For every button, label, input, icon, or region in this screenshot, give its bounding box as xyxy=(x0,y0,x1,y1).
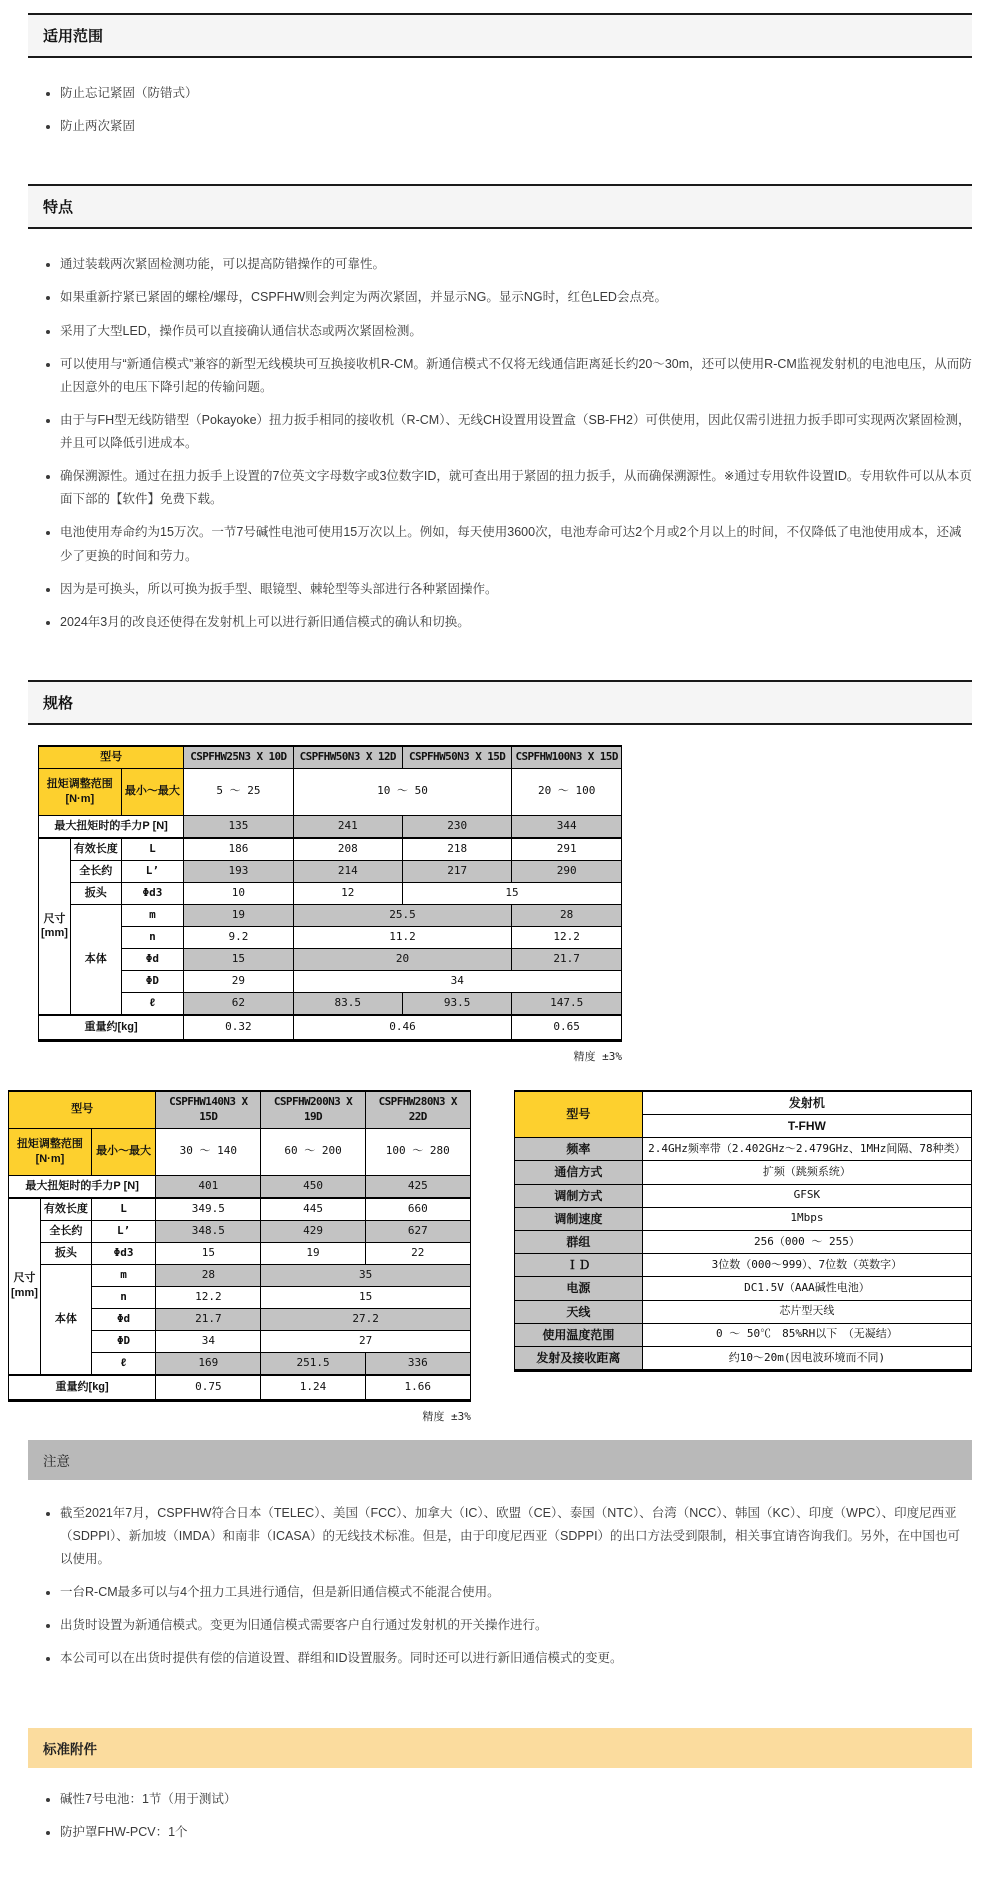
cell-value: 344 xyxy=(512,815,622,838)
cell-value: 12.2 xyxy=(512,926,622,948)
model-name-cell: CSPFHW50N3 X 12D xyxy=(293,746,402,769)
cell-value: 35 xyxy=(261,1264,471,1286)
accuracy-note: 精度 ±3% xyxy=(573,1049,622,1063)
cell-value: 0.46 xyxy=(293,1015,512,1041)
cell-symbol: n xyxy=(121,926,184,948)
table-row xyxy=(9,1128,471,1175)
dimensions-label-line2: [mm] xyxy=(11,1287,38,1300)
cell-value: 214 xyxy=(293,860,402,882)
cell-label: 有效长度 xyxy=(40,1198,91,1221)
torque-range-label xyxy=(39,768,122,815)
cell-value: 147.5 xyxy=(512,992,622,1015)
cell-value: 扩频（跳频系统） xyxy=(642,1161,971,1184)
spec-table-2-block xyxy=(8,1090,471,1424)
cell-value: 21.7 xyxy=(512,948,622,970)
list-item: • 碱性7号电池：1节（用于测试） xyxy=(60,1788,972,1811)
cell-symbol: Φd3 xyxy=(91,1242,155,1264)
section-header-accessories: 标准附件 xyxy=(28,1728,972,1768)
table-row xyxy=(39,838,622,861)
cell-value: 1.24 xyxy=(261,1375,365,1401)
cell-value: 445 xyxy=(261,1198,365,1221)
cell-value: 10 xyxy=(184,882,293,904)
cell-value: 230 xyxy=(402,815,511,838)
weight-label: 重量约[kg] xyxy=(9,1375,156,1401)
cell-value: 1.66 xyxy=(365,1375,470,1401)
table-row xyxy=(39,815,622,838)
cell-value: 1Mbps xyxy=(642,1207,971,1230)
cell-label: 群组 xyxy=(514,1231,642,1254)
section-header-scope: 适用范围 xyxy=(28,13,972,58)
cell-value: 27.2 xyxy=(261,1308,471,1330)
spec-table-large-models xyxy=(8,1090,471,1402)
table-row xyxy=(39,970,622,992)
table-row xyxy=(39,904,622,926)
cell-symbol: m xyxy=(121,904,184,926)
cell-value: 0.32 xyxy=(184,1015,293,1041)
cell-value: 186 xyxy=(184,838,293,861)
torque-range-label-line1: 扭矩调整范围 xyxy=(16,1137,83,1150)
cell-label: 调制速度 xyxy=(514,1207,642,1230)
cell-value: 83.5 xyxy=(293,992,402,1015)
list-item: • 可以使用与“新通信模式”兼容的新型无线模块可互换接收机R-CM。新通信模式不仅将无线通信距离延长约20～30m，还可以使用R-CM监视发射机的电池电压，从而防止因意外的电压下降引起的传输问题。 xyxy=(60,353,972,399)
transmitter-title: 发射机 xyxy=(642,1091,971,1115)
cell-value: 5 ～ 25 xyxy=(184,768,293,815)
cell-symbol: n xyxy=(91,1286,155,1308)
hand-force-label: 最大扭矩时的手力P [N] xyxy=(9,1175,156,1198)
cell-label: 发射及接收距离 xyxy=(514,1346,642,1370)
cell-value: 256（000 ～ 255） xyxy=(642,1231,971,1254)
dimensions-label-line1: 尺寸 xyxy=(13,1272,36,1285)
body-label: 本体 xyxy=(70,904,121,1015)
table-row xyxy=(514,1138,971,1161)
cell-value: 336 xyxy=(365,1352,470,1375)
cell-value: 241 xyxy=(293,815,402,838)
cell-value: 芯片型天线 xyxy=(642,1300,971,1323)
table-row xyxy=(39,746,622,769)
table-row xyxy=(514,1277,971,1300)
table-row xyxy=(9,1091,471,1128)
cell-value: 193 xyxy=(184,860,293,882)
list-item: • 防止忘记紧固（防错式） xyxy=(60,82,972,105)
cell-value: 208 xyxy=(293,838,402,861)
section-header-notice: 注意 xyxy=(28,1440,972,1480)
list-item: • 本公司可以在出货时提供有偿的信道设置、群组和ID设置服务。同时还可以进行新旧通信模式的变更。 xyxy=(60,1647,972,1670)
table-row xyxy=(514,1323,971,1346)
list-item: • 出货时设置为新通信模式。变更为旧通信模式需要客户自行通过发射机的开关操作进行。 xyxy=(60,1614,972,1637)
cell-value: 450 xyxy=(261,1175,365,1198)
table-row xyxy=(514,1091,971,1115)
cell-value: 20 ～ 100 xyxy=(512,768,622,815)
cell-value: GFSK xyxy=(642,1184,971,1207)
transmitter-table-block xyxy=(514,1090,972,1372)
cell-value: 348.5 xyxy=(156,1220,261,1242)
list-item: • 因为是可换头，所以可换为扳手型、眼镜型、棘轮型等头部进行各种紧固操作。 xyxy=(60,578,972,601)
table-row xyxy=(39,992,622,1015)
table-row xyxy=(514,1231,971,1254)
cell-value: 21.7 xyxy=(156,1308,261,1330)
cell-label: 调制方式 xyxy=(514,1184,642,1207)
model-name-cell: CSPFHW280N3 X 22D xyxy=(365,1091,470,1128)
table-row xyxy=(514,1184,971,1207)
body-label: 本体 xyxy=(40,1264,91,1375)
list-item: • 确保溯源性。通过在扭力扳手上设置的7位英文字母数字或3位数字ID，就可查出用于紧固的扭力扳手，从而确保溯源性。※通过专用软件设置ID。专用软件可以从本页面下部的【软件】免费下载。 xyxy=(60,465,972,511)
table-row xyxy=(514,1346,971,1370)
table-row xyxy=(9,1175,471,1198)
cell-symbol: ΦD xyxy=(121,970,184,992)
table-row xyxy=(514,1300,971,1323)
cell-value: 93.5 xyxy=(402,992,511,1015)
list-item: • 如果重新拧紧已紧固的螺栓/螺母，CSPFHW则会判定为两次紧固，并显示NG。显示NG时，红色LED会点亮。 xyxy=(60,286,972,309)
list-item: • 通过装载两次紧固检测功能，可以提高防错操作的可靠性。 xyxy=(60,253,972,276)
list-item: • 防止两次紧固 xyxy=(60,115,972,138)
cell-value: 290 xyxy=(512,860,622,882)
cell-value: 34 xyxy=(156,1330,261,1352)
cell-value: 15 xyxy=(184,948,293,970)
table-row xyxy=(39,948,622,970)
cell-value: 25.5 xyxy=(293,904,512,926)
cell-value: 12.2 xyxy=(156,1286,261,1308)
cell-value: 15 xyxy=(156,1242,261,1264)
table-row xyxy=(9,1198,471,1221)
min-max-label: 最小～最大 xyxy=(121,768,184,815)
model-name-cell: CSPFHW25N3 X 10D xyxy=(184,746,293,769)
dimensions-label-line1: 尺寸 xyxy=(43,912,66,925)
cell-label: ＩＤ xyxy=(514,1254,642,1277)
table-row xyxy=(514,1254,971,1277)
section-header-features: 特点 xyxy=(28,184,972,229)
cell-label: 使用温度范围 xyxy=(514,1323,642,1346)
cell-symbol: ΦD xyxy=(91,1330,155,1352)
cell-value: 660 xyxy=(365,1198,470,1221)
cell-value: 0 ～ 50℃ 85%RH以下 （无凝结） xyxy=(642,1323,971,1346)
list-item: • 一台R-CM最多可以与4个扭力工具进行通信，但是新旧通信模式不能混合使用。 xyxy=(60,1581,972,1604)
notice-bullet-list xyxy=(28,1502,972,1671)
spec-table-1-block xyxy=(38,745,622,1064)
cell-value: 10 ～ 50 xyxy=(293,768,512,815)
dimensions-label-line2: [mm] xyxy=(41,927,68,940)
cell-symbol: L xyxy=(91,1198,155,1221)
table-row xyxy=(39,882,622,904)
accessories-bullet-list xyxy=(28,1788,972,1844)
list-item: • 由于与FH型无线防错型（Pokayoke）扭力扳手相同的接收机（R-CM）、无线CH设置用设置盒（SB-FH2）可供使用，因此仅需引进扭力扳手即可实现两次紧固检测，并且可以降低引进成本。 xyxy=(60,409,972,455)
cell-label: 通信方式 xyxy=(514,1161,642,1184)
torque-range-label-line2: [N·m] xyxy=(65,792,95,805)
model-name-cell: CSPFHW200N3 X 19D xyxy=(261,1091,365,1128)
list-item: • 电池使用寿命约为15万次。一节7号碱性电池可使用15万次以上。例如，每天使用3600次，电池寿命可达2个月或2个月以上的时间，不仅降低了电池使用成本，还减少了更换的时间和劳力。 xyxy=(60,521,972,567)
dimensions-label xyxy=(39,838,71,1015)
table-row xyxy=(9,1220,471,1242)
model-header-label: 型号 xyxy=(9,1091,156,1128)
cell-value: 29 xyxy=(184,970,293,992)
cell-value: 291 xyxy=(512,838,622,861)
cell-value: 429 xyxy=(261,1220,365,1242)
list-item: • 采用了大型LED，操作员可以直接确认通信状态或两次紧固检测。 xyxy=(60,320,972,343)
table-row xyxy=(9,1264,471,1286)
cell-value: 12 xyxy=(293,882,402,904)
cell-value: 27 xyxy=(261,1330,471,1352)
list-item: • 防护罩FHW-PCV：1个 xyxy=(60,1821,972,1844)
features-bullet-list xyxy=(28,253,972,634)
cell-value: 2.4GHz频率带（2.402GHz～2.479GHz、1MHz间隔、78种类） xyxy=(642,1138,971,1161)
cell-label: 扳头 xyxy=(40,1242,91,1264)
cell-label: 扳头 xyxy=(70,882,121,904)
cell-value: 19 xyxy=(261,1242,365,1264)
cell-value: 约10～20m(因电波环境而不同) xyxy=(642,1346,971,1370)
scope-bullet-list xyxy=(28,82,972,138)
table-row xyxy=(39,1015,622,1041)
cell-value: 401 xyxy=(156,1175,261,1198)
model-name-cell: CSPFHW50N3 X 15D xyxy=(402,746,511,769)
cell-label: 频率 xyxy=(514,1138,642,1161)
cell-value: 28 xyxy=(512,904,622,926)
cell-value: 0.65 xyxy=(512,1015,622,1041)
cell-value: 28 xyxy=(156,1264,261,1286)
cell-value: 20 xyxy=(293,948,512,970)
torque-range-label xyxy=(9,1128,92,1175)
cell-value: 15 xyxy=(261,1286,471,1308)
cell-value: 22 xyxy=(365,1242,470,1264)
cell-value: 15 xyxy=(402,882,621,904)
transmitter-model: T-FHW xyxy=(642,1115,971,1138)
cell-symbol: L’ xyxy=(121,860,184,882)
accessories-section xyxy=(28,1728,972,1844)
cell-value: 0.75 xyxy=(156,1375,261,1401)
section-header-specs: 规格 xyxy=(28,680,972,725)
table-row xyxy=(9,1242,471,1264)
torque-range-label-line1: 扭矩调整范围 xyxy=(46,778,113,791)
table-row xyxy=(514,1207,971,1230)
cell-value: 349.5 xyxy=(156,1198,261,1221)
cell-value: 19 xyxy=(184,904,293,926)
transmitter-spec-table xyxy=(514,1090,972,1372)
model-header-label: 型号 xyxy=(39,746,184,769)
cell-value: 217 xyxy=(402,860,511,882)
hand-force-label: 最大扭矩时的手力P [N] xyxy=(39,815,184,838)
weight-label: 重量约[kg] xyxy=(39,1015,184,1041)
table-row xyxy=(39,926,622,948)
cell-symbol: ℓ xyxy=(91,1352,155,1375)
cell-value: 169 xyxy=(156,1352,261,1375)
table-row xyxy=(514,1161,971,1184)
cell-value: 218 xyxy=(402,838,511,861)
min-max-label: 最小～最大 xyxy=(91,1128,155,1175)
model-name-cell: CSPFHW140N3 X 15D xyxy=(156,1091,261,1128)
cell-label: 全长约 xyxy=(70,860,121,882)
spec-tables-row xyxy=(8,1090,972,1424)
dimensions-label xyxy=(9,1198,41,1375)
cell-symbol: Φd xyxy=(121,948,184,970)
cell-symbol: Φd xyxy=(91,1308,155,1330)
cell-value: 425 xyxy=(365,1175,470,1198)
torque-range-label-line2: [N·m] xyxy=(35,1152,65,1165)
cell-value: 251.5 xyxy=(261,1352,365,1375)
cell-value: 627 xyxy=(365,1220,470,1242)
cell-label: 全长约 xyxy=(40,1220,91,1242)
cell-value: DC1.5V（AAA碱性电池） xyxy=(642,1277,971,1300)
cell-value: 62 xyxy=(184,992,293,1015)
accuracy-note: 精度 ±3% xyxy=(422,1409,471,1423)
cell-value: 3位数（000～999）、7位数（英数字） xyxy=(642,1254,971,1277)
table-row xyxy=(9,1375,471,1401)
cell-value: 60 ～ 200 xyxy=(261,1128,365,1175)
notice-section xyxy=(28,1440,972,1671)
cell-value: 135 xyxy=(184,815,293,838)
spec-table-small-models xyxy=(38,745,622,1042)
cell-value: 34 xyxy=(293,970,621,992)
cell-value: 30 ～ 140 xyxy=(156,1128,261,1175)
table-row xyxy=(39,768,622,815)
cell-symbol: L xyxy=(121,838,184,861)
cell-value: 11.2 xyxy=(293,926,512,948)
cell-symbol: m xyxy=(91,1264,155,1286)
cell-value: 100 ～ 280 xyxy=(365,1128,470,1175)
list-item: • 截至2021年7月，CSPFHW符合日本（TELEC）、美国（FCC）、加拿大（IC）、欧盟（CE）、泰国（NTC）、台湾（NCC）、韩国（KC）、印度（WPC）、印度尼西亚（SDPPI）、新加坡（IMDA）和南非（ICASA）的无线技术标准。但是，由于印度尼西亚（SDPPI）的出口方法受到限制，相关事宜请咨询我们。另外，在中国也可以使用。 xyxy=(60,1502,972,1571)
cell-symbol: Φd3 xyxy=(121,882,184,904)
table-row xyxy=(39,860,622,882)
list-item: • 2024年3月的改良还使得在发射机上可以进行新旧通信模式的确认和切换。 xyxy=(60,611,972,634)
model-name-cell: CSPFHW100N3 X 15D xyxy=(512,746,622,769)
cell-value: 9.2 xyxy=(184,926,293,948)
cell-label: 有效长度 xyxy=(70,838,121,861)
cell-label: 天线 xyxy=(514,1300,642,1323)
cell-label: 电源 xyxy=(514,1277,642,1300)
cell-symbol: ℓ xyxy=(121,992,184,1015)
cell-symbol: L’ xyxy=(91,1220,155,1242)
model-header-label: 型号 xyxy=(514,1091,642,1138)
